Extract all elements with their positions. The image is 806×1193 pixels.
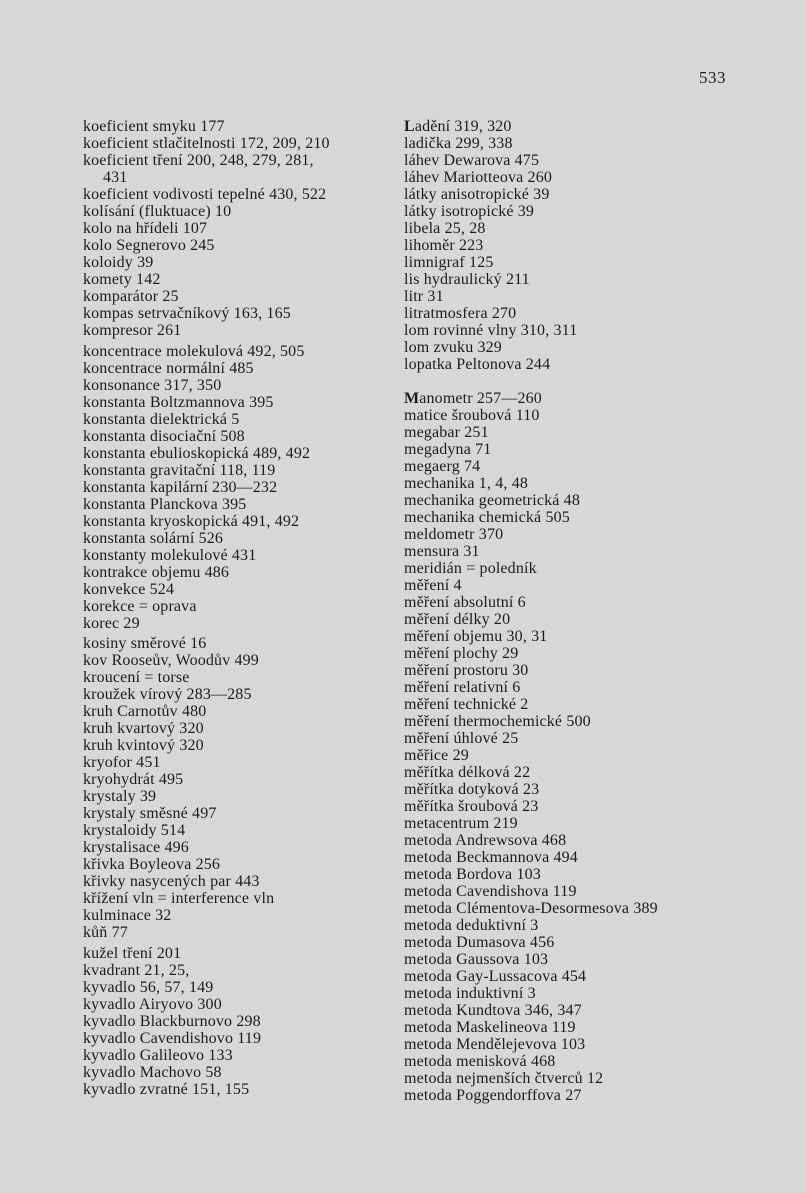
- index-group: [83, 945, 383, 1098]
- index-entry: konsonance 317, 350: [83, 376, 222, 394]
- index-entry: kompas setrvačníkový 163, 165: [83, 305, 291, 322]
- index-entry: metoda Clémentova-Desormesova 389: [404, 900, 658, 917]
- index-entry: komparátor 25: [83, 288, 179, 305]
- index-entry: konstanty molekulové 431: [83, 546, 257, 564]
- index-entry: láhev Dewarova 475: [404, 152, 540, 169]
- index-entry: metacentrum 219: [404, 815, 518, 832]
- index-entry: meridián = poledník: [404, 560, 537, 577]
- index-entry: kyvadlo Machovo 58: [83, 1063, 222, 1081]
- index-entry: konstanta kryoskopická 491, 492: [83, 512, 300, 530]
- index-entry: látky isotropické 39: [404, 203, 535, 220]
- index-group: [404, 118, 744, 373]
- index-entry: komety 142: [83, 271, 161, 288]
- index-entry: kyvadlo 56, 57, 149: [83, 978, 214, 996]
- index-entry: matice šroubová 110: [404, 407, 540, 424]
- index-entry: kvadrant 21, 25,: [83, 961, 190, 979]
- index-entry: megabar 251: [404, 424, 489, 441]
- index-entry: krystaloidy 514: [83, 822, 186, 839]
- index-entry: měření prostoru 30: [404, 662, 529, 679]
- index-entry: konstanta ebulioskopická 489, 492: [83, 444, 311, 462]
- index-entry: metoda Kundtova 346, 347: [404, 1002, 582, 1019]
- index-entry: kruh kvartový 320: [83, 720, 204, 737]
- index-entry: měření 4: [404, 577, 462, 594]
- index-group: [404, 390, 744, 1104]
- index-entry: metoda Andrewsova 468: [404, 832, 567, 849]
- index-entry: konstanta dielektrická 5: [83, 410, 240, 428]
- index-entry: meldometr 370: [404, 526, 504, 543]
- index-entry: kompresor 261: [83, 322, 182, 339]
- index-entry: měření úhlové 25: [404, 730, 519, 747]
- index-entry: koncentrace molekulová 492, 505: [83, 342, 305, 360]
- index-entry: měřice 29: [404, 747, 469, 764]
- index-entry: konstanta solární 526: [83, 529, 224, 547]
- index-entry: kyvadlo Airyovo 300: [83, 995, 222, 1013]
- index-entry: křivky nasycených par 443: [83, 873, 260, 890]
- index-entry: konstanta disociační 508: [83, 427, 245, 445]
- index-entry: metoda Gaussova 103: [404, 951, 549, 968]
- index-entry: Manometr 257—260: [404, 390, 542, 407]
- index-entry: krystalisace 496: [83, 839, 189, 856]
- index-entry: libela 25, 28: [404, 220, 486, 237]
- index-entry: měřítka dotyková 23: [404, 781, 540, 798]
- index-entry: měření relativní 6: [404, 679, 521, 696]
- index-entry: metoda deduktivní 3: [404, 917, 539, 934]
- index-entry: ladička 299, 338: [404, 135, 513, 152]
- index-entry: kosiny směrové 16: [83, 635, 207, 652]
- index-entry: křížení vln = interference vln: [83, 890, 275, 907]
- index-entry: mechanika 1, 4, 48: [404, 475, 528, 492]
- index-entry: Ladění 319, 320: [404, 118, 512, 135]
- index-entry: metoda Bordova 103: [404, 866, 541, 883]
- index-entry: limnigraf 125: [404, 254, 494, 271]
- index-entry: metoda Cavendishova 119: [404, 883, 577, 900]
- index-entry: měřítka délková 22: [404, 764, 531, 781]
- index-entry: kov Rooseův, Woodův 499: [83, 652, 259, 669]
- index-group: [83, 635, 383, 941]
- index-entry: metoda nejmenších čtverců 12: [404, 1070, 604, 1087]
- index-entry-continuation: 431: [103, 169, 128, 186]
- index-entry: metoda Gay-Lussacova 454: [404, 968, 587, 985]
- index-entry: konstanta Boltzmannova 395: [83, 393, 274, 411]
- index-entry: lom zvuku 329: [404, 339, 502, 356]
- page-number: 533: [699, 68, 726, 87]
- index-entry: lom rovinné vlny 310, 311: [404, 322, 578, 339]
- index-entry: metoda menisková 468: [404, 1053, 556, 1070]
- index-entry: lis hydraulický 211: [404, 271, 530, 288]
- index-entry: megaerg 74: [404, 458, 481, 475]
- index-entry: mechanika geometrická 48: [404, 492, 580, 509]
- index-entry: lopatka Peltonova 244: [404, 356, 551, 373]
- index-entry: kyvadlo Blackburnovo 298: [83, 1012, 261, 1030]
- index-entry: konstanta gravitační 118, 119: [83, 461, 276, 479]
- index-entry: litr 31: [404, 288, 444, 305]
- index-entry: koeficient stlačitelnosti 172, 209, 210: [83, 135, 330, 152]
- index-entry: kyvadlo Galileovo 133: [83, 1046, 233, 1064]
- index-entry: kůň 77: [83, 924, 128, 941]
- index-entry: litratmosfera 270: [404, 305, 517, 322]
- index-entry: kryofor 451: [83, 754, 161, 771]
- index-entry: konstanta kapilární 230—232: [83, 478, 278, 496]
- index-entry: kruh Carnotův 480: [83, 703, 207, 720]
- index-entry: láhev Mariotteova 260: [404, 169, 552, 186]
- index-entry: krystaly 39: [83, 788, 157, 805]
- index-entry: měření thermochemické 500: [404, 713, 591, 730]
- index-entry: mechanika chemická 505: [404, 509, 570, 526]
- index-entry: měření délky 20: [404, 611, 511, 628]
- index-entry: kontrakce objemu 486: [83, 563, 230, 581]
- index-column-left: [83, 118, 383, 1101]
- index-entry: kruh kvintový 320: [83, 737, 204, 754]
- index-entry: kroužek vírový 283—285: [83, 686, 252, 703]
- index-entry: kyvadlo zvratné 151, 155: [83, 1080, 250, 1098]
- index-entry: mensura 31: [404, 543, 480, 560]
- index-entry: kroucení = torse: [83, 669, 190, 686]
- index-entry: měření plochy 29: [404, 645, 519, 662]
- index-entry: lihoměr 223: [404, 237, 484, 254]
- index-entry: kužel tření 201: [83, 944, 182, 962]
- index-entry: koeficient smyku 177: [83, 118, 225, 135]
- index-entry: křivka Boyleova 256: [83, 856, 221, 873]
- index-entry: krystaly směsné 497: [83, 805, 217, 822]
- index-entry: metoda Beckmannova 494: [404, 849, 578, 866]
- index-entry: kyvadlo Cavendishovo 119: [83, 1029, 262, 1047]
- index-entry: korec 29: [83, 614, 140, 632]
- index-entry: měřítka šroubová 23: [404, 798, 539, 815]
- index-entry: měření technické 2: [404, 696, 529, 713]
- index-entry: metoda induktivní 3: [404, 985, 536, 1002]
- index-entry: konstanta Planckova 395: [83, 495, 247, 513]
- index-entry: koeficient tření 200, 248, 279, 281,: [83, 152, 314, 169]
- index-group: [83, 118, 383, 339]
- index-entry: kryohydrát 495: [83, 771, 184, 788]
- index-entry: látky anisotropické 39: [404, 186, 550, 203]
- index-entry: koncentrace normální 485: [83, 359, 254, 377]
- index-entry: kulminace 32: [83, 907, 172, 924]
- index-entry: koloidy 39: [83, 254, 154, 271]
- index-entry: metoda Maskelineova 119: [404, 1019, 576, 1036]
- index-entry: konvekce 524: [83, 580, 175, 598]
- index-group: [83, 343, 383, 632]
- index-entry: kolo Segnerovo 245: [83, 237, 215, 254]
- index-entry: metoda Dumasova 456: [404, 934, 555, 951]
- index-entry: měření absolutní 6: [404, 594, 526, 611]
- index-entry: kolo na hřídeli 107: [83, 220, 208, 237]
- index-column-right: [404, 118, 744, 1121]
- index-entry: měření objemu 30, 31: [404, 628, 548, 645]
- index-entry: megadyna 71: [404, 441, 492, 458]
- index-entry: korekce = oprava: [83, 597, 197, 615]
- index-entry: metoda Mendělejevova 103: [404, 1036, 586, 1053]
- index-entry: metoda Poggendorffova 27: [404, 1087, 582, 1104]
- index-entry: kolísání (fluktuace) 10: [83, 203, 232, 220]
- index-entry: koeficient vodivosti tepelné 430, 522: [83, 186, 327, 203]
